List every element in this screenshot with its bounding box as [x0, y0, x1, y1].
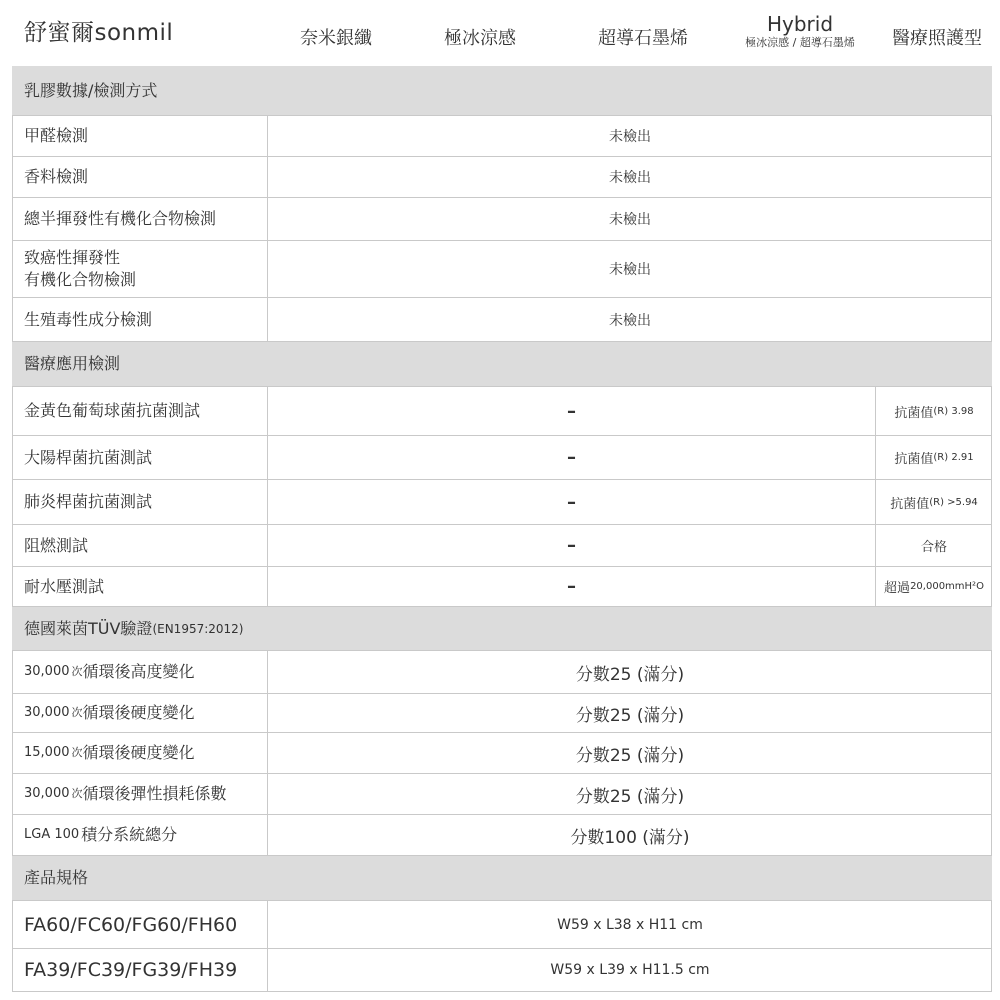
- row-label: 大陽桿菌抗菌測試: [12, 436, 268, 479]
- row-label: 肺炎桿菌抗菌測試: [12, 480, 268, 524]
- row-label: 15,000 次 循環後硬度變化: [12, 733, 268, 773]
- section-header-spec: [12, 856, 992, 901]
- table-row: [12, 436, 992, 480]
- row-value: W59 x L38 x H11 cm: [557, 916, 703, 933]
- column-header-medical-care: 醫療照護型: [892, 28, 982, 49]
- table-row: [12, 480, 992, 525]
- table-row: [12, 387, 992, 436]
- row-label: 生殖毒性成分檢測: [12, 298, 268, 341]
- row-label: 甲醛檢測: [12, 116, 268, 156]
- column-header-nano-silver: 奈米銀纖: [300, 28, 372, 49]
- row-label: FA39/FC39/FG39/FH39: [12, 949, 268, 991]
- table-row: [12, 651, 992, 694]
- hybrid-title: Hybrid: [766, 12, 834, 36]
- table-row: [12, 815, 992, 856]
- row-value: –: [268, 436, 876, 479]
- table-row: [12, 198, 992, 241]
- comparison-table: [12, 66, 992, 992]
- row-value: 未檢出: [609, 312, 651, 329]
- table-row: [12, 116, 992, 157]
- row-label: 總半揮發性有機化合物檢測: [12, 198, 268, 240]
- row-value: 分數25 (滿分): [575, 664, 685, 685]
- table-row: [12, 241, 992, 298]
- table-row: [12, 694, 992, 733]
- row-medical-value: 抗菌值 (R) >5.94: [890, 496, 978, 512]
- row-label: 耐水壓測試: [12, 567, 268, 606]
- row-medical-value: 抗菌值 (R) 2.91: [894, 452, 974, 467]
- row-medical-value: 抗菌值 (R) 3.98: [894, 405, 974, 421]
- section-header-latex: [12, 66, 992, 116]
- section-title: 德國萊茵TÜV驗證 (EN1957:2012): [24, 618, 244, 638]
- section-header-tuv: [12, 607, 992, 651]
- section-title: 乳膠數據/檢測方式: [24, 80, 158, 100]
- table-row: [12, 774, 992, 815]
- row-value: 未檢出: [609, 170, 651, 186]
- row-label: 30,000 次 循環後高度變化: [12, 651, 268, 693]
- row-label: 30,000 次 循環後硬度變化: [12, 694, 268, 732]
- row-label: 金黃色葡萄球菌抗菌測試: [12, 387, 268, 435]
- row-label: FA60/FC60/FG60/FH60: [12, 901, 268, 948]
- row-label: 香料檢測: [12, 157, 268, 197]
- table-row: [12, 949, 992, 992]
- section-title: 醫療應用檢測: [24, 354, 121, 373]
- row-value: –: [268, 387, 876, 435]
- table-row: [12, 298, 992, 342]
- section-header-medical: [12, 342, 992, 387]
- row-value: 未檢出: [609, 262, 651, 278]
- table-header: [0, 0, 1000, 64]
- row-value: 分數25 (滿分): [575, 745, 685, 766]
- row-label-line: 有機化合物檢測: [24, 270, 137, 289]
- table-row: [12, 567, 992, 607]
- row-label-line: 致癌性揮發性: [24, 248, 121, 267]
- hybrid-subtitle: 極冰涼感 / 超導石墨烯: [745, 36, 855, 49]
- row-value: 未檢出: [609, 212, 651, 228]
- row-value: –: [268, 567, 876, 606]
- row-label: 阻燃測試: [12, 525, 268, 566]
- row-label: [12, 241, 268, 297]
- column-header-hybrid: [720, 12, 880, 50]
- row-label: LGA 100 積分系統總分: [12, 815, 268, 855]
- row-value: W59 x L39 x H11.5 cm: [550, 962, 710, 978]
- row-value: 未檢出: [609, 129, 651, 145]
- table-row: [12, 157, 992, 198]
- row-value: 分數25 (滿分): [575, 705, 685, 726]
- table-row: [12, 525, 992, 567]
- table-row: [12, 733, 992, 774]
- table-row: [12, 901, 992, 949]
- row-value: –: [268, 525, 876, 566]
- row-value: 分數100 (滿分): [570, 827, 690, 848]
- row-medical-value: 合格: [920, 540, 947, 555]
- row-value: 分數25 (滿分): [575, 786, 685, 807]
- brand-title: 舒蜜爾sonmil: [24, 20, 174, 46]
- row-medical-value: 超過 20,000mmH²O: [884, 581, 984, 596]
- column-header-graphene: 超導石墨烯: [598, 28, 688, 49]
- column-header-ice-cool: 極冰涼感: [444, 28, 516, 49]
- row-value: –: [268, 480, 876, 524]
- row-label: 30,000 次 循環後彈性損耗係數: [12, 774, 268, 814]
- section-title: 產品規格: [24, 868, 89, 887]
